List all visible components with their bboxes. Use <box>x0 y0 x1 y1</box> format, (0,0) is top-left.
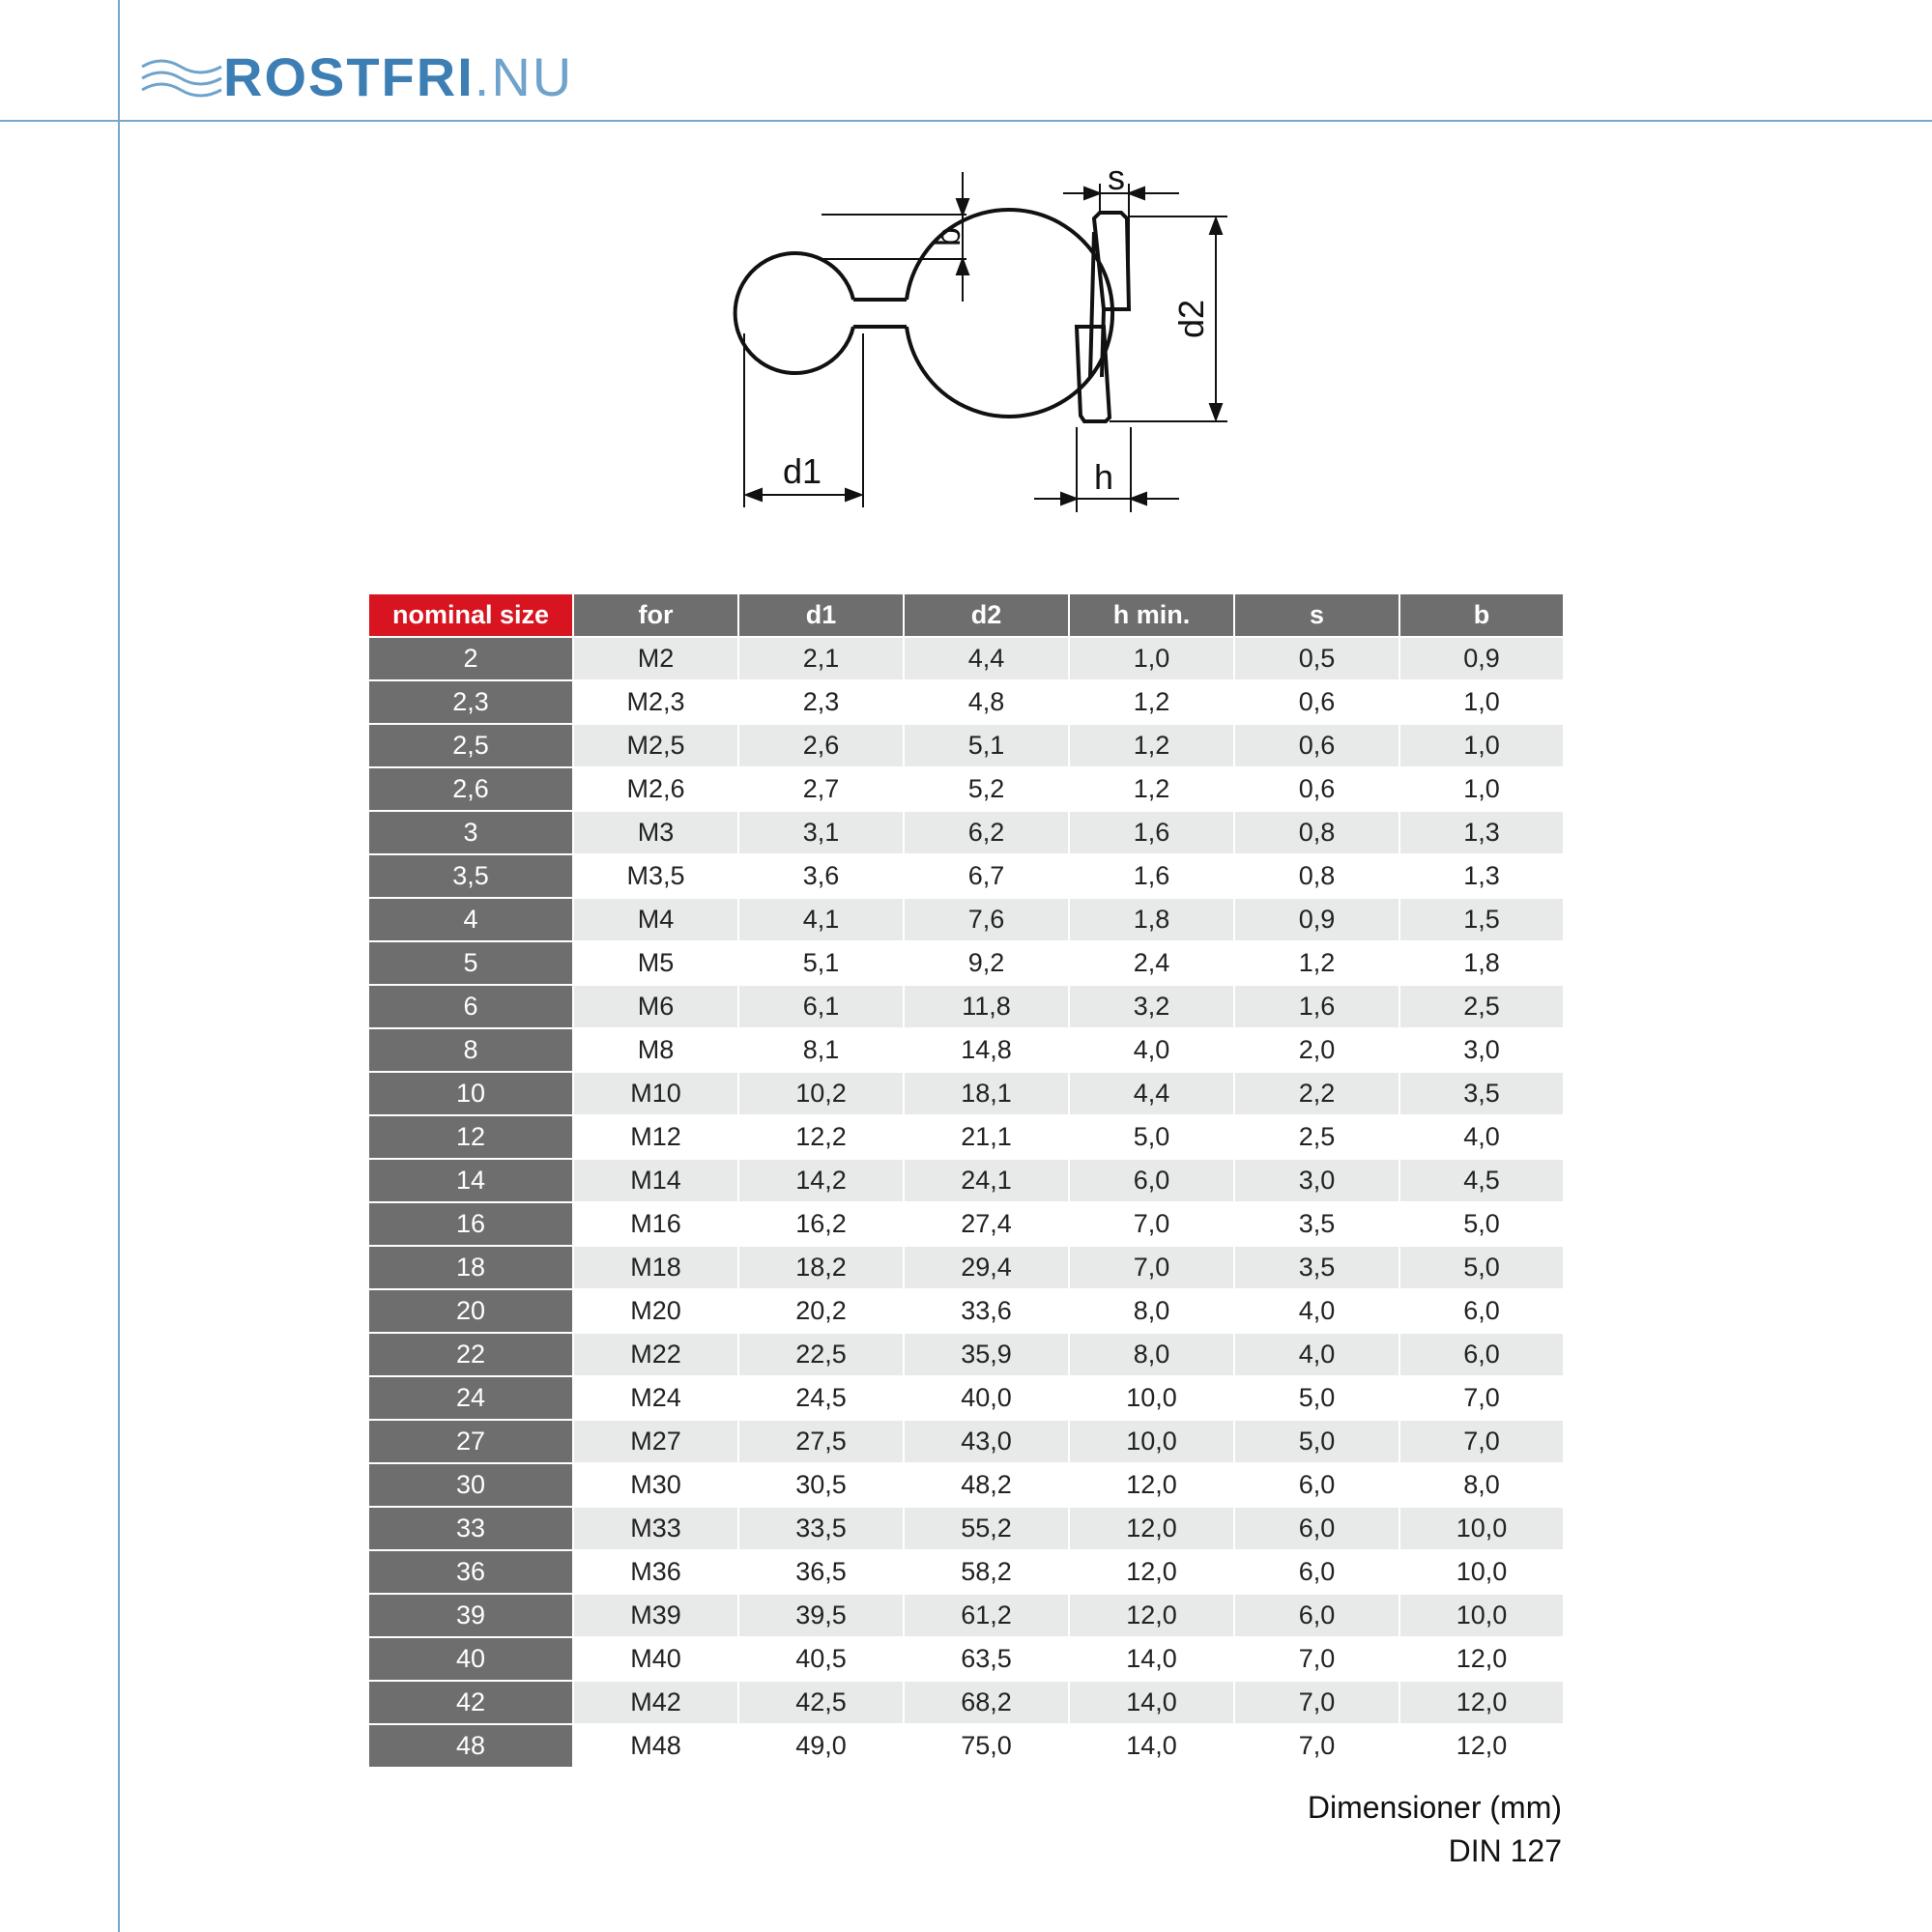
table-cell: 3,5 <box>1399 1072 1564 1115</box>
table-row <box>368 1115 1564 1159</box>
table-cell: 0,8 <box>1234 811 1399 854</box>
table-cell: 40 <box>368 1637 573 1681</box>
table-cell: 39 <box>368 1594 573 1637</box>
table-cell: 42 <box>368 1681 573 1724</box>
table-cell: 10,0 <box>1399 1507 1564 1550</box>
table-cell: 10,0 <box>1399 1594 1564 1637</box>
table-cell: 35,9 <box>904 1333 1069 1376</box>
table-cell: 1,8 <box>1069 898 1234 941</box>
table-cell: 2,4 <box>1069 941 1234 985</box>
table-cell: 2,0 <box>1234 1028 1399 1072</box>
table-cell: 1,5 <box>1399 898 1564 941</box>
header-for: for <box>573 593 738 637</box>
table-cell: 10,2 <box>738 1072 904 1115</box>
table-cell: 0,6 <box>1234 767 1399 811</box>
table-cell: 10,0 <box>1069 1420 1234 1463</box>
table-body <box>368 637 1564 1768</box>
label-h: h <box>1094 457 1114 497</box>
table-cell: 3,5 <box>1234 1246 1399 1289</box>
table-cell: 24,1 <box>904 1159 1069 1202</box>
table-cell: M18 <box>573 1246 738 1289</box>
table-cell: 6,2 <box>904 811 1069 854</box>
table-cell: 6,0 <box>1234 1594 1399 1637</box>
header-s: s <box>1234 593 1399 637</box>
table-row <box>368 1028 1564 1072</box>
table-cell: 12,0 <box>1069 1463 1234 1507</box>
table-row <box>368 767 1564 811</box>
table-cell: 0,9 <box>1234 898 1399 941</box>
table-cell: 5 <box>368 941 573 985</box>
table-cell: M2,5 <box>573 724 738 767</box>
table-cell: 9,2 <box>904 941 1069 985</box>
table-cell: 7,6 <box>904 898 1069 941</box>
table-cell: 0,6 <box>1234 724 1399 767</box>
table-cell: 27,5 <box>738 1420 904 1463</box>
table-cell: M30 <box>573 1463 738 1507</box>
label-d2: d2 <box>1171 299 1211 338</box>
table-cell: M10 <box>573 1072 738 1115</box>
table-cell: 4,4 <box>904 637 1069 680</box>
table-cell: 6,1 <box>738 985 904 1028</box>
table-cell: 4,5 <box>1399 1159 1564 1202</box>
table-cell: 1,2 <box>1069 680 1234 724</box>
table-row <box>368 1159 1564 1202</box>
table-cell: 0,6 <box>1234 680 1399 724</box>
table-cell: M6 <box>573 985 738 1028</box>
table-cell: 7,0 <box>1069 1202 1234 1246</box>
table-cell: 12,0 <box>1069 1507 1234 1550</box>
table-row <box>368 637 1564 680</box>
table-cell: M36 <box>573 1550 738 1594</box>
table-cell: 4,4 <box>1069 1072 1234 1115</box>
table-cell: M4 <box>573 898 738 941</box>
table-cell: 36 <box>368 1550 573 1594</box>
table-row <box>368 1724 1564 1768</box>
table-cell: M3,5 <box>573 854 738 898</box>
table-cell: M33 <box>573 1507 738 1550</box>
label-b: b <box>928 226 967 246</box>
table-cell: 1,0 <box>1399 724 1564 767</box>
table-cell: 58,2 <box>904 1550 1069 1594</box>
table-cell: 39,5 <box>738 1594 904 1637</box>
table-cell: 16,2 <box>738 1202 904 1246</box>
table-cell: 4,0 <box>1399 1115 1564 1159</box>
table-cell: 7,0 <box>1234 1681 1399 1724</box>
table-cell: 30,5 <box>738 1463 904 1507</box>
table-cell: M2,6 <box>573 767 738 811</box>
dimension-table <box>367 592 1565 1769</box>
table-cell: 2 <box>368 637 573 680</box>
table-row <box>368 1333 1564 1376</box>
table-row <box>368 1463 1564 1507</box>
table-cell: 10 <box>368 1072 573 1115</box>
table-cell: M48 <box>573 1724 738 1768</box>
table-cell: 12,0 <box>1069 1594 1234 1637</box>
table-cell: 6,0 <box>1234 1463 1399 1507</box>
table-cell: 7,0 <box>1234 1724 1399 1768</box>
table-cell: 2,7 <box>738 767 904 811</box>
table-cell: 14,0 <box>1069 1681 1234 1724</box>
table-cell: 27 <box>368 1420 573 1463</box>
spring-washer-drawing <box>677 155 1256 522</box>
table-cell: 36,5 <box>738 1550 904 1594</box>
table-cell: 20 <box>368 1289 573 1333</box>
table-cell: 16 <box>368 1202 573 1246</box>
table-cell: 49,0 <box>738 1724 904 1768</box>
table-cell: 1,8 <box>1399 941 1564 985</box>
table-cell: 8 <box>368 1028 573 1072</box>
table-row <box>368 1246 1564 1289</box>
table-cell: 7,0 <box>1399 1376 1564 1420</box>
table-cell: 3,6 <box>738 854 904 898</box>
table-cell: M12 <box>573 1115 738 1159</box>
table-cell: 43,0 <box>904 1420 1069 1463</box>
table-cell: 6,0 <box>1399 1333 1564 1376</box>
table-cell: 3,0 <box>1399 1028 1564 1072</box>
table-cell: 1,2 <box>1234 941 1399 985</box>
table-cell: 2,5 <box>1399 985 1564 1028</box>
header-d1: d1 <box>738 593 904 637</box>
table-cell: M3 <box>573 811 738 854</box>
table-cell: 48 <box>368 1724 573 1768</box>
table-cell: M40 <box>573 1637 738 1681</box>
table-cell: 8,0 <box>1069 1333 1234 1376</box>
table-row <box>368 680 1564 724</box>
table-cell: 6,0 <box>1399 1289 1564 1333</box>
table-cell: 14,0 <box>1069 1724 1234 1768</box>
table-cell: 3,5 <box>1234 1202 1399 1246</box>
table-cell: 33,6 <box>904 1289 1069 1333</box>
table-cell: 5,0 <box>1069 1115 1234 1159</box>
table-cell: M22 <box>573 1333 738 1376</box>
table-cell: 4,0 <box>1234 1333 1399 1376</box>
table-cell: 2,3 <box>368 680 573 724</box>
table-cell: 8,1 <box>738 1028 904 1072</box>
table-cell: 30 <box>368 1463 573 1507</box>
table-cell: 5,2 <box>904 767 1069 811</box>
table-cell: 40,0 <box>904 1376 1069 1420</box>
brand-suffix: .NU <box>474 46 574 107</box>
header-h-min: h min. <box>1069 593 1234 637</box>
table-cell: 5,0 <box>1234 1420 1399 1463</box>
table-cell: 48,2 <box>904 1463 1069 1507</box>
table-cell: M5 <box>573 941 738 985</box>
table-cell: 18,2 <box>738 1246 904 1289</box>
table-cell: 5,1 <box>904 724 1069 767</box>
table-cell: M14 <box>573 1159 738 1202</box>
table-cell: 2,5 <box>368 724 573 767</box>
table-row <box>368 1507 1564 1550</box>
table-cell: 7,0 <box>1069 1246 1234 1289</box>
table-cell: 4,0 <box>1069 1028 1234 1072</box>
table-cell: 61,2 <box>904 1594 1069 1637</box>
table-cell: 21,1 <box>904 1115 1069 1159</box>
table-cell: 0,8 <box>1234 854 1399 898</box>
table-cell: M16 <box>573 1202 738 1246</box>
table-row <box>368 1072 1564 1115</box>
table-header-row <box>368 593 1564 637</box>
table-cell: 6 <box>368 985 573 1028</box>
table-cell: 11,8 <box>904 985 1069 1028</box>
table-cell: M2,3 <box>573 680 738 724</box>
table-cell: 1,3 <box>1399 854 1564 898</box>
table-cell: 12,0 <box>1399 1681 1564 1724</box>
table-cell: 6,7 <box>904 854 1069 898</box>
table-cell: 18,1 <box>904 1072 1069 1115</box>
table-row <box>368 1681 1564 1724</box>
table-cell: 4,1 <box>738 898 904 941</box>
table-cell: 4 <box>368 898 573 941</box>
table-cell: 2,6 <box>368 767 573 811</box>
table-row <box>368 1550 1564 1594</box>
table-row <box>368 1594 1564 1637</box>
table-cell: 1,0 <box>1069 637 1234 680</box>
table-cell: 7,0 <box>1234 1637 1399 1681</box>
table-cell: M24 <box>573 1376 738 1420</box>
table-row <box>368 854 1564 898</box>
frame-vertical-line <box>118 0 120 1932</box>
table-cell: 12,0 <box>1069 1550 1234 1594</box>
table-cell: M27 <box>573 1420 738 1463</box>
table-cell: 1,3 <box>1399 811 1564 854</box>
label-d1: d1 <box>783 451 822 491</box>
table-cell: 1,0 <box>1399 767 1564 811</box>
standard-note: DIN 127 <box>1448 1833 1562 1868</box>
dimension-s <box>1063 184 1179 309</box>
table-cell: 12,2 <box>738 1115 904 1159</box>
wave-icon <box>140 53 223 101</box>
table-cell: M39 <box>573 1594 738 1637</box>
table-cell: 12 <box>368 1115 573 1159</box>
brand-name: ROSTFRI <box>223 46 475 107</box>
table-cell: 14,2 <box>738 1159 904 1202</box>
table-cell: 55,2 <box>904 1507 1069 1550</box>
table-cell: 6,0 <box>1069 1159 1234 1202</box>
table-cell: 10,0 <box>1069 1376 1234 1420</box>
table-cell: 2,5 <box>1234 1115 1399 1159</box>
header-nominal-size: nominal size <box>368 593 573 637</box>
table-cell: 18 <box>368 1246 573 1289</box>
table-cell: 2,6 <box>738 724 904 767</box>
washer-front-view <box>735 210 1112 417</box>
table-cell: 14,8 <box>904 1028 1069 1072</box>
table-cell: 0,9 <box>1399 637 1564 680</box>
table-row <box>368 1420 1564 1463</box>
table-cell: M8 <box>573 1028 738 1072</box>
table-cell: 75,0 <box>904 1724 1069 1768</box>
table-row <box>368 1289 1564 1333</box>
table-cell: 14 <box>368 1159 573 1202</box>
table-cell: 22,5 <box>738 1333 904 1376</box>
table-cell: 12,0 <box>1399 1724 1564 1768</box>
table-cell: 4,0 <box>1234 1289 1399 1333</box>
units-note: Dimensioner (mm) <box>1307 1790 1562 1825</box>
table-cell: 33 <box>368 1507 573 1550</box>
table-cell: 29,4 <box>904 1246 1069 1289</box>
table-cell: 63,5 <box>904 1637 1069 1681</box>
table-row <box>368 941 1564 985</box>
table-cell: 24 <box>368 1376 573 1420</box>
table-cell: 1,6 <box>1234 985 1399 1028</box>
table-cell: 6,0 <box>1234 1507 1399 1550</box>
table-row <box>368 811 1564 854</box>
table-cell: M42 <box>573 1681 738 1724</box>
table-cell: 5,0 <box>1234 1376 1399 1420</box>
table-cell: 2,1 <box>738 637 904 680</box>
table-cell: 3,5 <box>368 854 573 898</box>
table-cell: 1,0 <box>1399 680 1564 724</box>
table-cell: 3 <box>368 811 573 854</box>
table-cell: 5,0 <box>1399 1246 1564 1289</box>
table-row <box>368 1202 1564 1246</box>
table-cell: 5,1 <box>738 941 904 985</box>
table-cell: 33,5 <box>738 1507 904 1550</box>
table-cell: 4,8 <box>904 680 1069 724</box>
frame-horizontal-line <box>0 120 1932 122</box>
table-cell: 3,2 <box>1069 985 1234 1028</box>
table-cell: 8,0 <box>1399 1463 1564 1507</box>
table-row <box>368 898 1564 941</box>
table-cell: 24,5 <box>738 1376 904 1420</box>
table-cell: M2 <box>573 637 738 680</box>
table-cell: 68,2 <box>904 1681 1069 1724</box>
table-row <box>368 1637 1564 1681</box>
table-cell: 7,0 <box>1399 1420 1564 1463</box>
label-s: s <box>1108 158 1125 197</box>
table-cell: 2,2 <box>1234 1072 1399 1115</box>
table-cell: 6,0 <box>1234 1550 1399 1594</box>
table-cell: 42,5 <box>738 1681 904 1724</box>
table-cell: 3,1 <box>738 811 904 854</box>
table-cell: 40,5 <box>738 1637 904 1681</box>
brand-logo <box>140 48 573 106</box>
table-cell: 1,6 <box>1069 854 1234 898</box>
table-cell: 3,0 <box>1234 1159 1399 1202</box>
table-cell: 1,6 <box>1069 811 1234 854</box>
table-cell: 1,2 <box>1069 767 1234 811</box>
table-row <box>368 985 1564 1028</box>
table-cell: 22 <box>368 1333 573 1376</box>
table-cell: 2,3 <box>738 680 904 724</box>
header-b: b <box>1399 593 1564 637</box>
table-cell: 10,0 <box>1399 1550 1564 1594</box>
table-cell: M20 <box>573 1289 738 1333</box>
header-d2: d2 <box>904 593 1069 637</box>
table-cell: 27,4 <box>904 1202 1069 1246</box>
table-cell: 12,0 <box>1399 1637 1564 1681</box>
table-cell: 14,0 <box>1069 1637 1234 1681</box>
table-cell: 1,2 <box>1069 724 1234 767</box>
table-row <box>368 1376 1564 1420</box>
table-cell: 8,0 <box>1069 1289 1234 1333</box>
table-cell: 5,0 <box>1399 1202 1564 1246</box>
table-row <box>368 724 1564 767</box>
table-cell: 20,2 <box>738 1289 904 1333</box>
table-cell: 0,5 <box>1234 637 1399 680</box>
